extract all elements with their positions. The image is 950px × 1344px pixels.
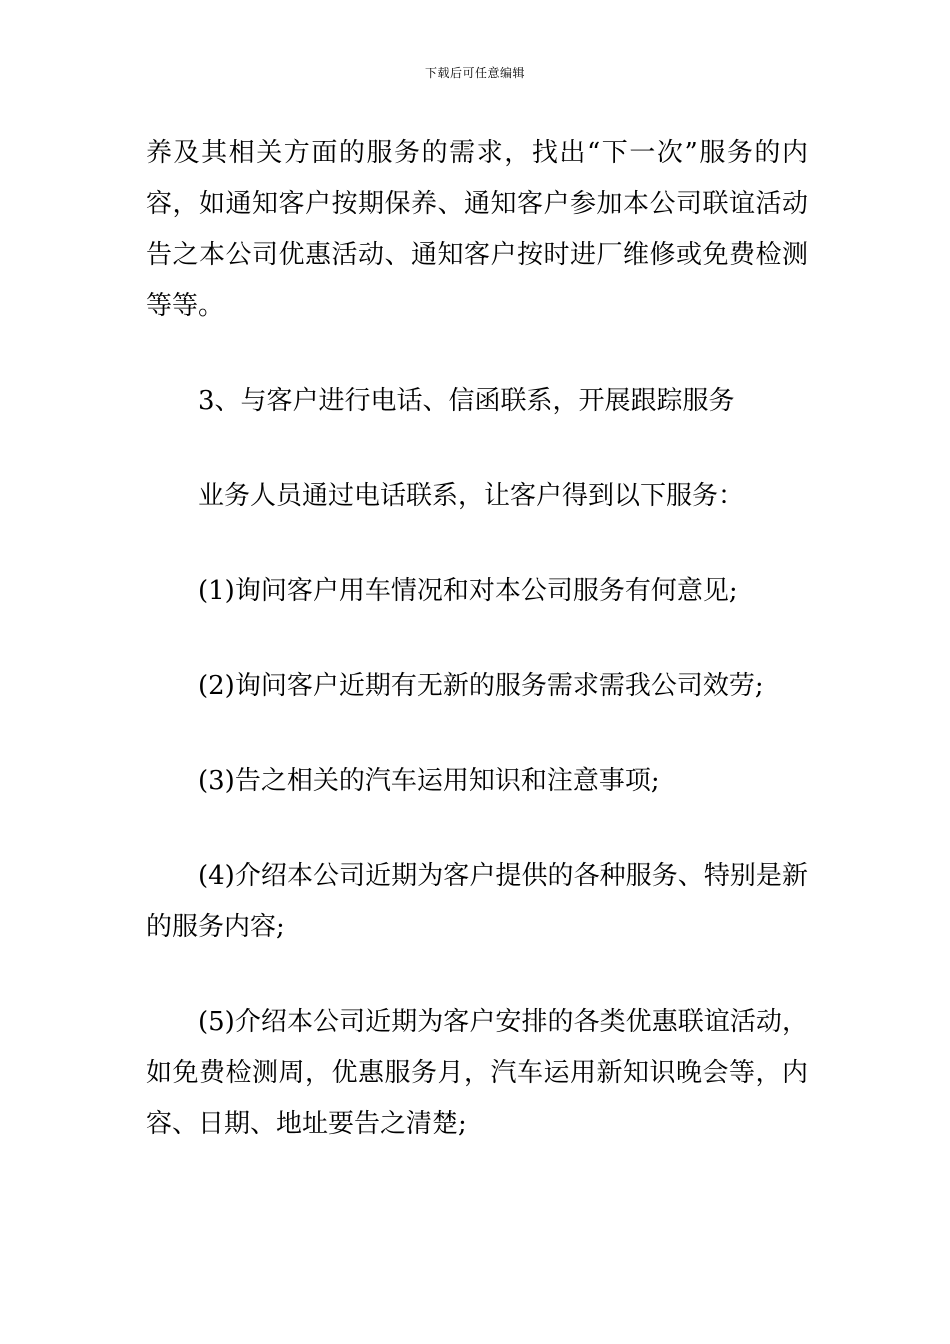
document-body [146, 128, 808, 1150]
paragraph-service-intro: 业务人员通过电话联系，让客户得到以下服务： [198, 481, 745, 511]
paragraph-continuation: 养及其相关方面的服务的需求，找出“下一次”服务的内容，如通知客户按期保养、通知客户参加本公司联谊活动告之本公司优惠活动、通知客户按时进厂维修或免费检测等等。 [146, 138, 808, 321]
paragraph-item-1: (1)询问客户用车情况和对本公司服务有何意见; [198, 576, 738, 606]
paragraph-item-3: (3)告之相关的汽车运用知识和注意事项; [198, 766, 660, 796]
paragraph-item-4: (4)介绍本公司近期为客户提供的各种服务、特别是新的服务内容; [146, 861, 808, 942]
page-header: 下载后可任意编辑 [424, 66, 525, 80]
paragraph-item-2: (2)询问客户近期有无新的服务需求需我公司效劳; [198, 671, 764, 701]
paragraph-section-3: 3、与客户进行电话、信函联系，开展跟踪服务 [198, 386, 735, 416]
paragraph-item-5: (5)介绍本公司近期为客户安排的各类优惠联谊活动，如免费检测周，优惠服务月，汽车运用新知识晚会等，内容、日期、地址要告之清楚; [146, 1007, 808, 1139]
